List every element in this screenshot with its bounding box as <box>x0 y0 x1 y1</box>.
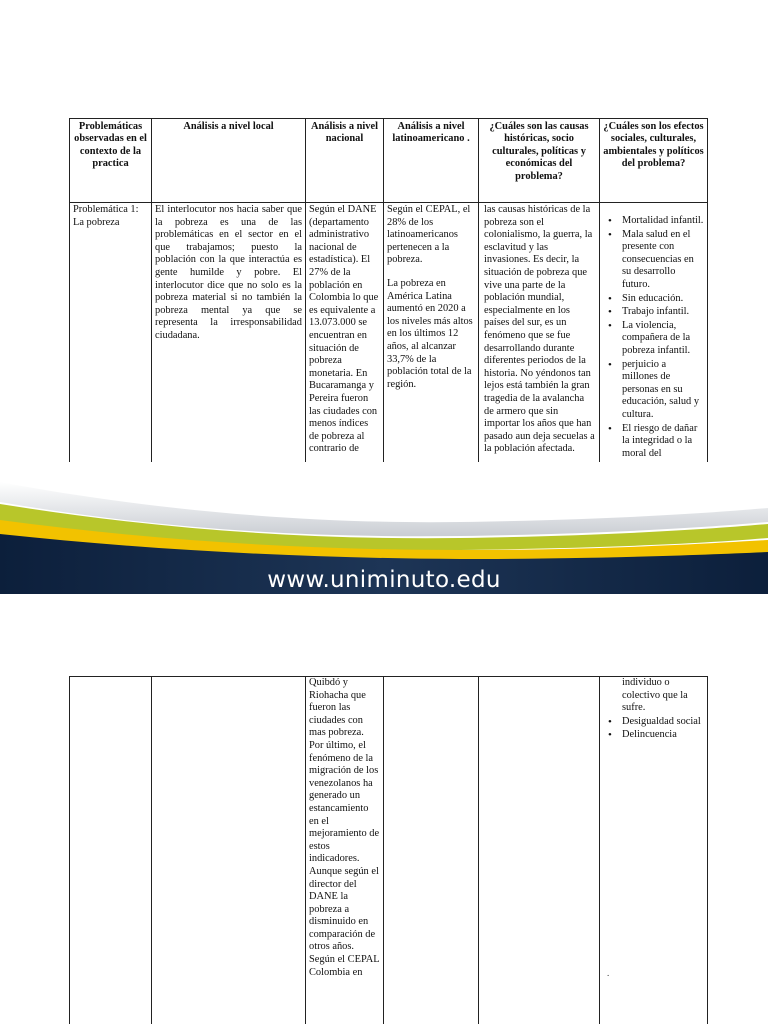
footer-url: www.uniminuto.edu <box>267 567 501 593</box>
table-header-row <box>70 119 708 203</box>
row-label-pobreza: Problemática 1: La pobreza <box>70 203 152 511</box>
list-item: • Sin educación. <box>603 293 704 306</box>
cell-nacional-cont: Quibdó y Riohacha que fueron las ciudades con mas pobreza. Por último, el fenómeno de la migración de los venezolanos ha generado un estancamiento en el mejoramiento de estos indicadores. Aunque según el director del DANE la pobreza a disminuido en comparación de otros años. Según el CEPAL Colombia en <box>306 677 384 1024</box>
list-item: • El riesgo de dañar la integridad o la moral del <box>603 423 704 461</box>
table-row <box>70 677 708 1024</box>
header-efectos: ¿Cuáles son los efectos sociales, culturales, ambientales y políticos del problema? <box>600 119 708 203</box>
list-item-continued: individuo o colectivo que la sufre. <box>622 677 688 714</box>
latam-paragraph-2: La pobreza en América Latina aumentó en 2020 a los niveles más altos en los últimos 12 años, al alcanzar 33,7% de la población total de la región. <box>387 277 473 390</box>
header-analisis-latam: Análisis a nivel latinoamericano . <box>384 119 479 203</box>
cell-nacional: Según el DANE (departamento administrativo nacional de estadística). El 27% de la población en Colombia lo que es equivalente a 13.073.000 se encuentran en situación de pobreza monetaria. En Bucaramanga y Pereira fueron las ciudades con menos índices de pobreza al contrario de <box>306 203 384 511</box>
efectos-list-cont <box>603 677 704 742</box>
header-problematicas: Problemáticas observadas en el contexto de la practica <box>70 119 152 203</box>
cell-empty <box>70 677 152 1024</box>
list-item: • Trabajo infantil. <box>603 306 704 319</box>
list-item: • Desigualdad social <box>603 716 704 729</box>
efectos-list <box>603 215 704 460</box>
analysis-table-continued <box>69 676 708 1024</box>
cell-efectos-cont <box>600 677 708 1024</box>
latam-paragraph-1: Según el CEPAL, el 28% de los latinoamericanos pertenecen a la pobreza. <box>387 204 471 266</box>
header-analisis-local: Análisis a nivel local <box>152 119 306 203</box>
cell-local: El interlocutor nos hacia saber que la pobreza es una de las problemáticas en el sector en el que trabajamos; puesto la población con la que interactúa es gente humilde y pobre. El interlocutor dice que no solo es la pobreza material si no también la pobreza mental ya que se representa la irresponsabilidad ciudadana. <box>152 203 306 511</box>
list-item: • Mala salud en el presente con consecuencias en su desarrollo futuro. <box>603 229 704 292</box>
header-causas: ¿Cuáles son las causas históricas, socio culturales, políticas y económicas del problema? <box>479 119 600 203</box>
cell-empty <box>479 677 600 1024</box>
list-item: • perjuicio a millones de personas en su educación, salud y cultura. <box>603 359 704 422</box>
list-item: • Delincuencia <box>603 729 704 742</box>
analysis-table <box>69 118 708 511</box>
header-analisis-nacional: Análisis a nivel nacional <box>306 119 384 203</box>
cell-causas: las causas históricas de la pobreza son el colonialismo, la guerra, la esclavitud y las invasiones. Es decir, la situación de pobreza que vive una parte de la población mundial, especialmente en los países del sur, es un fenómeno que se fue desarrollando durante diferentes periodos de la historia. No yéndonos tan lejos está también la gran tragedia de la avalancha de armero que sin importar los años que han pasado aun deja secuelas a la población afectada. <box>479 203 600 511</box>
cell-empty <box>384 677 479 1024</box>
cell-empty <box>152 677 306 1024</box>
document-page-2 <box>0 594 768 1024</box>
stray-dot: . <box>607 968 610 978</box>
list-item: • La violencia, compañera de la pobreza infantil. <box>603 320 704 358</box>
list-item: • Mortalidad infantil. <box>603 215 704 228</box>
